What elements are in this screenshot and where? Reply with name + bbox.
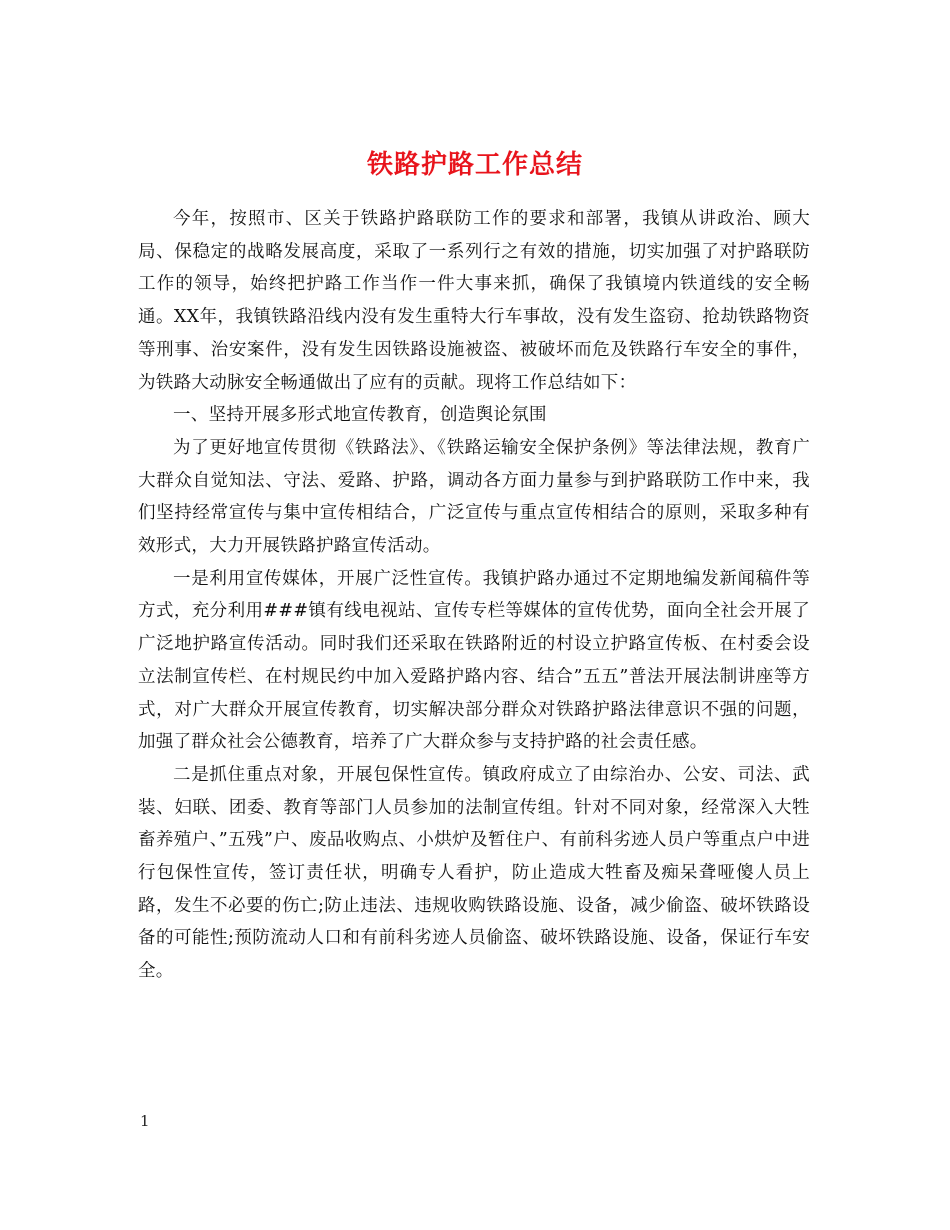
paragraph-media-publicity: 一是利用宣传媒体，开展广泛性宣传。我镇护路办通过不定期地编发新闻稿件等方式，充分利用###镇有线电视站、宣传专栏等媒体的宣传优势，面向全社会开展了广泛地护路宣传活动。同时我们还采取在铁路附近的村设立护路宣传板、在村委会设立法制宣传栏、在村规民约中加入爱路护路内容、结合”五五”普法开展法制讲座等方式，对广大群众开展宣传教育，切实解决部分群众对铁路护路法律意识不强的问题，加强了群众社会公德教育，培养了广大群众参与支持护路的社会责任感。 <box>138 568 810 753</box>
document-body <box>138 203 810 988</box>
page-number: 1 <box>140 1112 150 1130</box>
paragraph-key-targets: 二是抓住重点对象，开展包保性宣传。镇政府成立了由综治办、公安、司法、武装、妇联、团委、教育等部门人员参加的法制宣传组。针对不同对象，经常深入大牲畜养殖户、”五残”户、废品收购点、小烘炉及暂住户、有前科劣迹人员户等重点户中进行包保性宣传，签订责任状，明确专人看护，防止造成大牲畜及痴呆聋哑傻人员上路，发生不必要的伤亡;防止违法、违规收购铁路设施、设备，减少偷盗、破坏铁路设备的可能性;预防流动人口和有前科劣迹人员偷盗、破坏铁路设施、设备，保证行车安全。 <box>138 764 810 982</box>
section-heading-1: 一、坚持开展多形式地宣传教育，创造舆论氛围 <box>173 405 547 426</box>
document-title: 铁路护路工作总结 <box>366 150 583 181</box>
paragraph-intro: 今年，按照市、区关于铁路护路联防工作的要求和部署，我镇从讲政治、顾大局、保稳定的战略发展高度，采取了一系列行之有效的措施，切实加强了对护路联防工作的领导，始终把护路工作当作一件大事来抓，确保了我镇境内铁道线的安全畅通。XX年，我镇铁路沿线内没有发生重特大行车事故，没有发生盗窃、抢劫铁路物资等刑事、治安案件，没有发生因铁路设施被盗、被破坏而危及铁路行车安全的事件，为铁路大动脉安全畅通做出了应有的贡献。现将工作总结如下： <box>138 209 810 393</box>
paragraph-section-1: 为了更好地宣传贯彻《铁路法》、《铁路运输安全保护条例》等法律法规，教育广大群众自觉知法、守法、爱路、护路，调动各方面力量参与到护路联防工作中来，我们坚持经常宣传与集中宣传相结合，广泛宣传与重点宣传相结合的原则，采取多种有效形式，大力开展铁路护路宣传活动。 <box>138 437 810 557</box>
